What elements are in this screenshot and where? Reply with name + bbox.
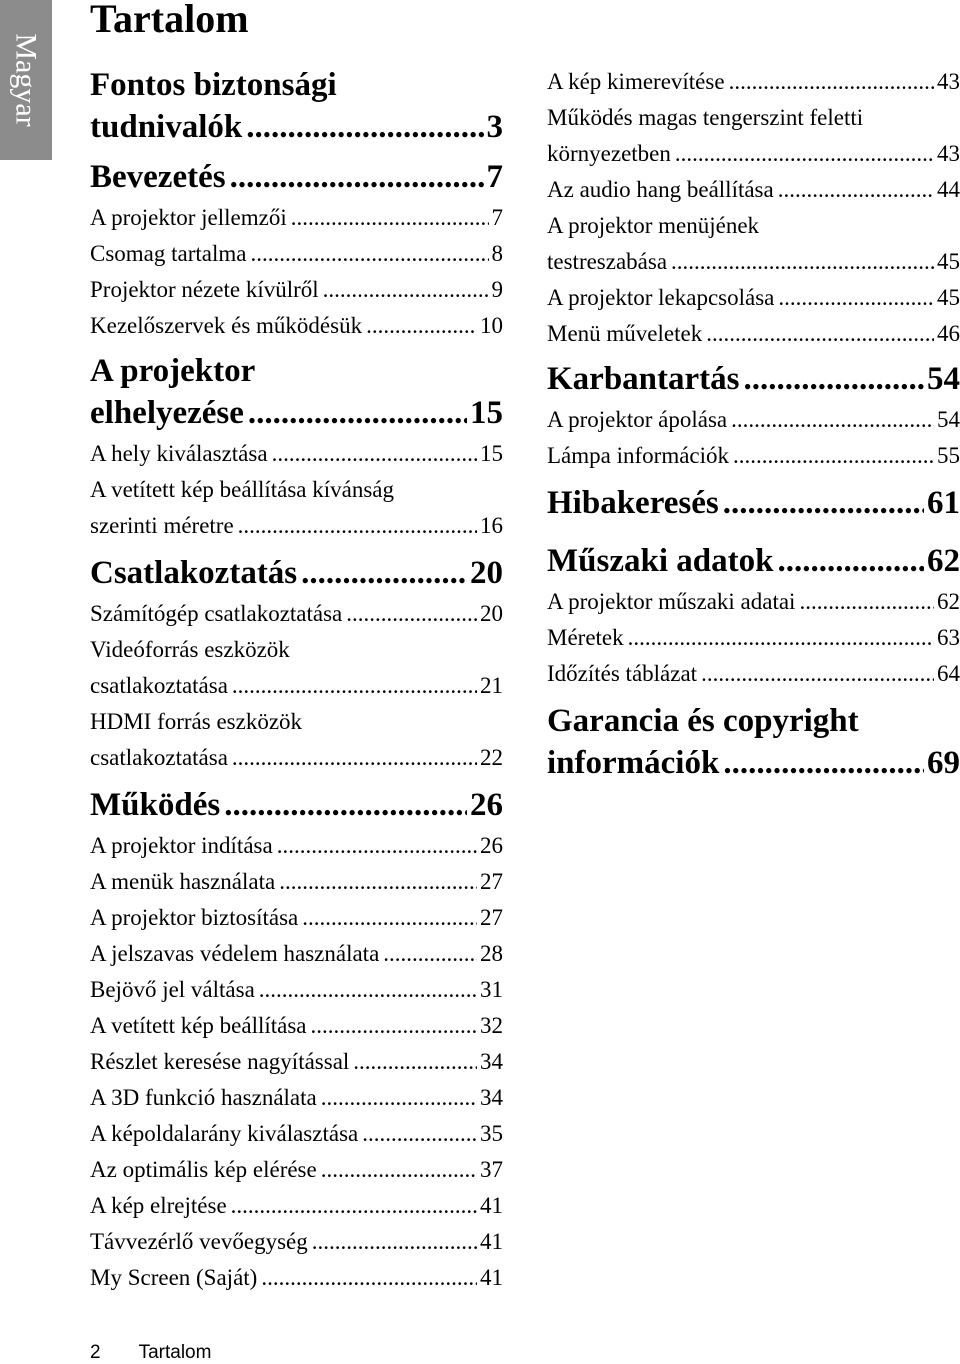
toc-section-entry[interactable]: [547, 358, 960, 400]
toc-entry-title: A projektor ápolása: [547, 407, 728, 432]
toc-entry-title: környezetben: [547, 141, 671, 166]
toc-page-number: 22: [480, 745, 503, 770]
toc-entry-title: csatlakoztatása: [90, 673, 228, 698]
toc-subsection-entry[interactable]: [90, 308, 503, 344]
toc-page-number: 45: [937, 249, 960, 274]
toc-page-number: 43: [937, 141, 960, 166]
language-tab: [0, 0, 52, 160]
dot-leader: [346, 596, 477, 632]
toc-subsection-entry[interactable]: [90, 436, 503, 472]
dot-leader: [312, 1224, 477, 1260]
toc-section-entry[interactable]: [90, 784, 503, 826]
dot-leader: [733, 438, 934, 474]
toc-entry-title: A vetített kép beállítása: [90, 1013, 307, 1038]
dot-leader: [671, 244, 934, 280]
page-title: Tartalom: [90, 0, 249, 41]
toc-entry-title: Időzítés táblázat: [547, 661, 698, 686]
toc-page-number: 62: [937, 589, 960, 614]
dot-leader: [238, 508, 477, 544]
toc-subsection-entry[interactable]: [547, 280, 960, 316]
toc-entry-title: A projektor lekapcsolása: [547, 285, 775, 310]
toc-page-number: 9: [491, 277, 503, 302]
toc-section-entry[interactable]: [90, 156, 503, 198]
toc-page-number: 41: [480, 1265, 503, 1290]
toc-page-number: 43: [937, 69, 960, 94]
toc-right-column: [547, 64, 960, 786]
toc-page-number: 69: [927, 745, 960, 781]
dot-leader: [301, 552, 467, 594]
toc-subsection-entry[interactable]: [90, 1188, 503, 1224]
toc-subsection-entry[interactable]: [90, 828, 503, 864]
toc-subsection-entry[interactable]: [90, 1260, 503, 1296]
dot-leader: [729, 64, 934, 100]
toc-subsection-entry[interactable]: [90, 200, 503, 236]
toc-subsection-entry[interactable]: [90, 596, 503, 632]
toc-entry-title: A jelszavas védelem használata: [90, 941, 380, 966]
toc-entry-title: A projektor biztosítása: [90, 905, 299, 930]
toc-entry-title: tudnivalók: [90, 109, 243, 145]
toc-entry-title: A hely kiválasztása: [90, 441, 268, 466]
toc-page-number: 34: [480, 1085, 503, 1110]
dot-leader: [723, 742, 924, 784]
dot-leader: [279, 864, 477, 900]
toc-subsection-entry[interactable]: [90, 972, 503, 1008]
dot-leader: [231, 1188, 477, 1224]
toc-entry-title: szerinti méretre: [90, 513, 234, 538]
toc-subsection-entry[interactable]: [547, 100, 960, 172]
toc-entry-title: információk: [547, 745, 720, 781]
toc-page-number: 34: [480, 1049, 503, 1074]
dot-leader: [302, 900, 477, 936]
toc-page-number: 27: [480, 869, 503, 894]
toc-entry-title: Menü műveletek: [547, 321, 703, 346]
toc-entry-title-line: HDMI forrás eszközök: [90, 709, 303, 734]
toc-entry-title: Bejövő jel váltása: [90, 977, 255, 1002]
toc-subsection-entry[interactable]: [90, 272, 503, 308]
toc-page-number: 16: [480, 513, 503, 538]
toc-entry-title: A projektor jellemzői: [90, 205, 287, 230]
toc-page-number: 8: [491, 241, 503, 266]
toc-entry-title-line: A projektor: [90, 353, 256, 389]
toc-subsection-entry[interactable]: [90, 1152, 503, 1188]
toc-page-number: 7: [486, 159, 503, 195]
toc-page-number: 54: [937, 407, 960, 432]
toc-page-number: 54: [927, 361, 960, 397]
toc-subsection-entry[interactable]: [547, 64, 960, 100]
toc-entry-title: Bevezetés: [90, 159, 226, 195]
toc-entry-title: My Screen (Saját): [90, 1265, 258, 1290]
toc-entry-title: A képoldalarány kiválasztása: [90, 1121, 359, 1146]
dot-leader: [259, 972, 477, 1008]
dot-leader: [248, 392, 467, 434]
toc-subsection-entry[interactable]: [90, 1044, 503, 1080]
toc-entry-title: Lámpa információk: [547, 443, 730, 468]
toc-page-number: 64: [937, 661, 960, 686]
toc-subsection-entry[interactable]: [90, 864, 503, 900]
toc-subsection-entry[interactable]: [90, 1008, 503, 1044]
toc-entry-title: Távvezérlő vevőegység: [90, 1229, 308, 1254]
toc-subsection-entry[interactable]: [90, 1224, 503, 1260]
dot-leader: [675, 136, 934, 172]
toc-entry-title: Hibakeresés: [547, 485, 719, 521]
dot-leader: [311, 1008, 477, 1044]
toc-entry-title: Kezelőszervek és működésük: [90, 313, 363, 338]
toc-section-entry[interactable]: [90, 64, 503, 148]
toc-page-number: 27: [480, 905, 503, 930]
dot-leader: [362, 1116, 477, 1152]
dot-leader: [383, 936, 477, 972]
toc-entry-title: Csomag tartalma: [90, 241, 247, 266]
toc-left-column: [90, 64, 503, 1296]
toc-entry-title: A 3D funkció használata: [90, 1085, 317, 1110]
toc-page-number: 15: [480, 441, 503, 466]
toc-page-number: 28: [480, 941, 503, 966]
toc-subsection-entry[interactable]: [547, 620, 960, 656]
toc-page-number: 35: [480, 1121, 503, 1146]
toc-subsection-entry[interactable]: [90, 1116, 503, 1152]
toc-entry-title: csatlakoztatása: [90, 745, 228, 770]
toc-page-number: 26: [470, 787, 503, 823]
toc-page-number: 41: [480, 1229, 503, 1254]
toc-entry-title: A kép kimerevítése: [547, 69, 725, 94]
dot-leader: [261, 1260, 477, 1296]
toc-section-entry[interactable]: [547, 540, 960, 582]
dot-leader: [272, 436, 477, 472]
page-footer: [90, 1342, 211, 1364]
dot-leader: [277, 828, 477, 864]
language-tab-label: Magyar: [10, 33, 44, 127]
toc-entry-title: testreszabása: [547, 249, 668, 274]
toc-page-number: 31: [480, 977, 503, 1002]
toc-page-number: 20: [470, 555, 503, 591]
toc-page-number: 15: [470, 395, 503, 431]
dot-leader: [366, 308, 477, 344]
toc-page-number: 10: [480, 313, 503, 338]
toc-entry-title: elhelyezése: [90, 395, 244, 431]
toc-entry-title: Karbantartás: [547, 361, 740, 397]
toc-entry-title: Méretek: [547, 625, 624, 650]
toc-subsection-entry[interactable]: [547, 584, 960, 620]
dot-leader: [701, 656, 934, 692]
toc-entry-title-line: Fontos biztonsági: [90, 67, 337, 103]
dot-leader: [731, 402, 934, 438]
toc-page-number: 46: [937, 321, 960, 346]
toc-page-number: 3: [486, 109, 503, 145]
dot-leader: [799, 584, 934, 620]
footer-page-number: 2: [90, 1342, 101, 1363]
toc-subsection-entry[interactable]: [547, 208, 960, 280]
toc-entry-title-line: A projektor menüjének: [547, 213, 760, 238]
toc-page-number: 63: [937, 625, 960, 650]
toc-subsection-entry[interactable]: [90, 236, 503, 272]
toc-section-entry[interactable]: [547, 482, 960, 524]
toc-section-entry[interactable]: [90, 552, 503, 594]
dot-leader: [353, 1044, 477, 1080]
toc-subsection-entry[interactable]: [547, 172, 960, 208]
footer-label: Tartalom: [138, 1342, 212, 1363]
toc-section-entry[interactable]: [90, 350, 503, 434]
toc-page-number: 7: [491, 205, 503, 230]
toc-subsection-entry[interactable]: [90, 632, 503, 704]
toc-entry-title-line: Videóforrás eszközök: [90, 637, 290, 662]
toc-page-number: 45: [937, 285, 960, 310]
toc-page-number: 26: [480, 833, 503, 858]
dot-leader: [777, 540, 924, 582]
toc-page-number: 20: [480, 601, 503, 626]
dot-leader: [232, 740, 477, 776]
toc-entry-title-line: A vetített kép beállítása kívánság: [90, 477, 395, 502]
toc-entry-title-line: Garancia és copyright: [547, 703, 859, 739]
toc-entry-title: Számítógép csatlakoztatása: [90, 601, 343, 626]
toc-entry-title: Az optimális kép elérése: [90, 1157, 317, 1182]
toc-entry-title: A projektor műszaki adatai: [547, 589, 796, 614]
toc-section-entry[interactable]: [547, 700, 960, 784]
dot-leader: [291, 200, 489, 236]
toc-subsection-entry[interactable]: [547, 656, 960, 692]
dot-leader: [323, 272, 489, 308]
toc-entry-title: A menük használata: [90, 869, 276, 894]
dot-leader: [246, 106, 483, 148]
dot-leader: [321, 1152, 477, 1188]
dot-leader: [723, 482, 924, 524]
toc-page-number: 21: [480, 673, 503, 698]
toc-subsection-entry[interactable]: [90, 704, 503, 776]
toc-page-number: 41: [480, 1193, 503, 1218]
toc-subsection-entry[interactable]: [547, 438, 960, 474]
toc-subsection-entry[interactable]: [547, 316, 960, 352]
toc-page-number: 37: [480, 1157, 503, 1182]
dot-leader: [321, 1080, 477, 1116]
toc-page-number: 55: [937, 443, 960, 468]
dot-leader: [706, 316, 934, 352]
toc-entry-title: Csatlakoztatás: [90, 555, 298, 591]
dot-leader: [251, 236, 489, 272]
toc-subsection-entry[interactable]: [90, 900, 503, 936]
toc-entry-title: A projektor indítása: [90, 833, 273, 858]
toc-subsection-entry[interactable]: [90, 472, 503, 544]
dot-leader: [224, 784, 467, 826]
toc-subsection-entry[interactable]: [90, 936, 503, 972]
toc-page-number: 61: [927, 485, 960, 521]
toc-page-number: 62: [927, 543, 960, 579]
toc-entry-title: Részlet keresése nagyítással: [90, 1049, 350, 1074]
toc-page-number: 44: [937, 177, 960, 202]
toc-subsection-entry[interactable]: [547, 402, 960, 438]
toc-entry-title: Projektor nézete kívülről: [90, 277, 319, 302]
toc-entry-title: Műszaki adatok: [547, 543, 774, 579]
toc-page-number: 32: [480, 1013, 503, 1038]
dot-leader: [232, 668, 477, 704]
toc-subsection-entry[interactable]: [90, 1080, 503, 1116]
toc-entry-title: Az audio hang beállítása: [547, 177, 774, 202]
dot-leader: [628, 620, 934, 656]
dot-leader: [744, 358, 925, 400]
toc-entry-title: Működés: [90, 787, 221, 823]
dot-leader: [778, 280, 934, 316]
dot-leader: [230, 156, 484, 198]
toc-entry-title: A kép elrejtése: [90, 1193, 227, 1218]
toc-entry-title-line: Működés magas tengerszint feletti: [547, 105, 864, 130]
dot-leader: [778, 172, 934, 208]
